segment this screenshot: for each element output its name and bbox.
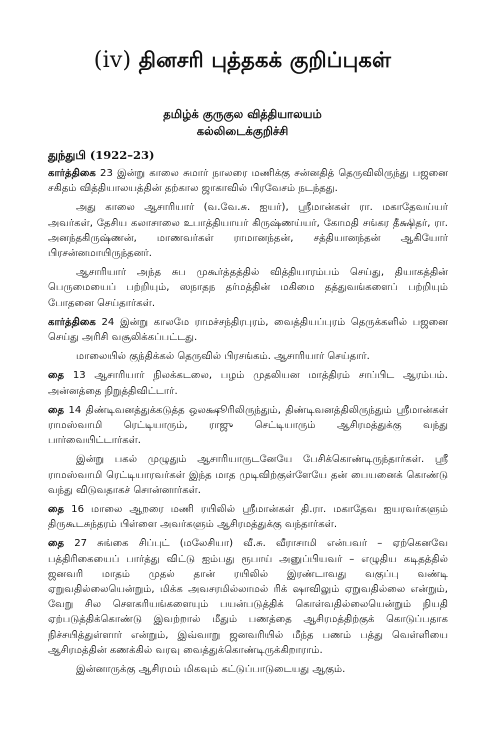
entry-lead: தை (48, 370, 65, 382)
entry-lead: தை (48, 504, 65, 516)
entry-text: 13 ஆசாரியார் நிலக்கடலை, பழம் முதலியன மாத்திரம் சாப்பிட ஆரம்பம். அன்னத்தை நிறுத்திவிட்டார். (48, 370, 448, 397)
entry-lead: கார்த்திகை (48, 316, 96, 328)
entry-lead: கார்த்திகை (48, 168, 96, 179)
diary-entry (48, 452, 448, 498)
diary-entry (48, 166, 448, 196)
entry-text: 16 மாலை ஆறரை மணி ரயிலில் ஸ்ரீமான்கள் தி.ரா. மகாதேவ ஐயரவர்களும் திருகூடசுந்தரம் பிள்ளை அவர்களும் ஆசிரமத்துக்கு வந்தார்கள். (48, 504, 448, 531)
entry-text: இன்னாருக்கு ஆசிரமம் மிகவும் கட்டுப்பாடுடையது ஆகும். (76, 664, 346, 676)
entry-text: 23 இன்று காலை சுமார் நாலரை மணிக்கு சன்னதித் தெருவிலிருந்து பஜனை சகிதம் வித்தியாலயத்தின் தற்கால ஜாகாவில் பிரவேசம் நடந்தது. (48, 168, 448, 195)
diary-entry (48, 200, 448, 261)
entry-text: அது காலை ஆசாரியார் (வ.வே.சு. ஐயர்), ஸ்ரீமான்கள் ரா. மகாதேவய்யர் அவர்கள், தேசிய கலாசாலை உபாத்தியாயர் கிருஷ்ணய்யர், கோமதி சங்கர தீக்ஷிதர், ரா. அனந்தகிருஷ்ணன், மாணவர்கள் ராமானந்தன், சத்தியானந்தன் ஆகியோர் பிரசன்னமாயிருந்தனர். (48, 202, 448, 260)
year-range: (1922–23) (89, 148, 155, 162)
diary-entry (48, 315, 448, 345)
chapter-number: (iv) (93, 48, 132, 73)
year-name: துந்துபி (48, 148, 86, 162)
entry-text: இன்று பகல் முழுதும் ஆசாரியாருடனேயே பேசிக்கொண்டிருந்தார்கள். ஸ்ரீ ராமஸ்வாமி ரெட்டியாரவர்கள் இந்த மாத முடிவிற்குள்ளேயே தன் பையனைக் கொண்டு வந்து விடுவதாகச் சொன்னார்கள். (48, 454, 448, 496)
diary-entry (48, 403, 448, 449)
diary-entry (48, 265, 448, 311)
diary-entry (48, 536, 448, 658)
institution-place: கல்லிடைக்குறிச்சி (196, 124, 289, 138)
year-heading (48, 148, 155, 164)
entry-text: 27 சுங்கை சிப்புட் (மலேசியா) வீ.சு. வீராசாமி என்பவர் – ஏற்கெனவே பத்திரிகையைப் பார்த்து விட்டு ஐம்பது ரூபாய் அனுப்பியவர் – எழுதிய கடிதத்தில் ஜனவரி மாதம் முதல் தான் ரயிலில் இரண்டாவது வகுப்பு வண்டி ஏறுவதில்லையென்றும், மிக்க அவசரமில்லாமல் ரிக் ஷாவிலும் ஏறுவதில்லை என்றும், வேறு சில சௌகரியங்களையும் பயன்படுத்திக் கொள்வதில்லையென்றும் நியதி ஏற்படுத்திக்கொண்டு இவற்றால் மீதும் பணத்தை ஆசிரமத்திற்குக் கொடுப்பதாக நிச்சயித்துள்ளார் என்றும், இவ்வாறு ஜனவரியில் மீந்த பணம் பத்து வெள்ளியை ஆசிரமத்தின் கணக்கில் வரவு வைத்துக்கொண்டிருக்கிறாராம். (48, 538, 448, 656)
diary-entry (48, 662, 448, 677)
chapter-title: தினசரி புத்தகக் குறிப்புகள் (138, 48, 392, 72)
entry-lead: தை (48, 538, 65, 550)
diary-entry (48, 349, 448, 364)
institution-name: தமிழ்க் குருகுல வித்தியாலயம் (163, 107, 322, 121)
diary-entry (48, 368, 448, 398)
institution-heading (0, 106, 485, 140)
diary-body (48, 166, 448, 681)
entry-text: மாலையில் குந்திக்கல் தெருவில் பிரசங்கம். ஆசாரியார் செய்தார். (76, 351, 370, 363)
entry-text: 24 இன்று காலமே ராமச்சந்திரபுரம், வைத்தியப்புரம் தெருக்களில் பஜனை செய்து அரிசி வசூலிக்கப்பட்டது. (48, 316, 448, 344)
diary-entry (48, 502, 448, 532)
entry-text: 14 திண்டிவனத்துக்கடுத்த ஒலக்ஷூரிலிருந்தும், திண்டிவனத்திலிருந்தும் ஸ்ரீமான்கள் ராமஸ்வாமி ரெட்டியாரும், ராஜு செட்டியாரும் ஆசிரமத்துக்கு வந்து பார்வையிட்டார்கள். (48, 404, 448, 447)
entry-lead: தை (48, 404, 65, 416)
entry-text: ஆசாரியார் அந்த சுப முகூர்த்தத்தில் வித்தியாரம்பம் செய்து, தியாகத்தின் பெருமையைப் பற்றியும், ஸநாதந தர்மத்தின் மகிமை தத்துவங்களைப் பற்றியும் போதனை செய்தார்கள். (48, 267, 448, 309)
chapter-heading (0, 48, 485, 75)
